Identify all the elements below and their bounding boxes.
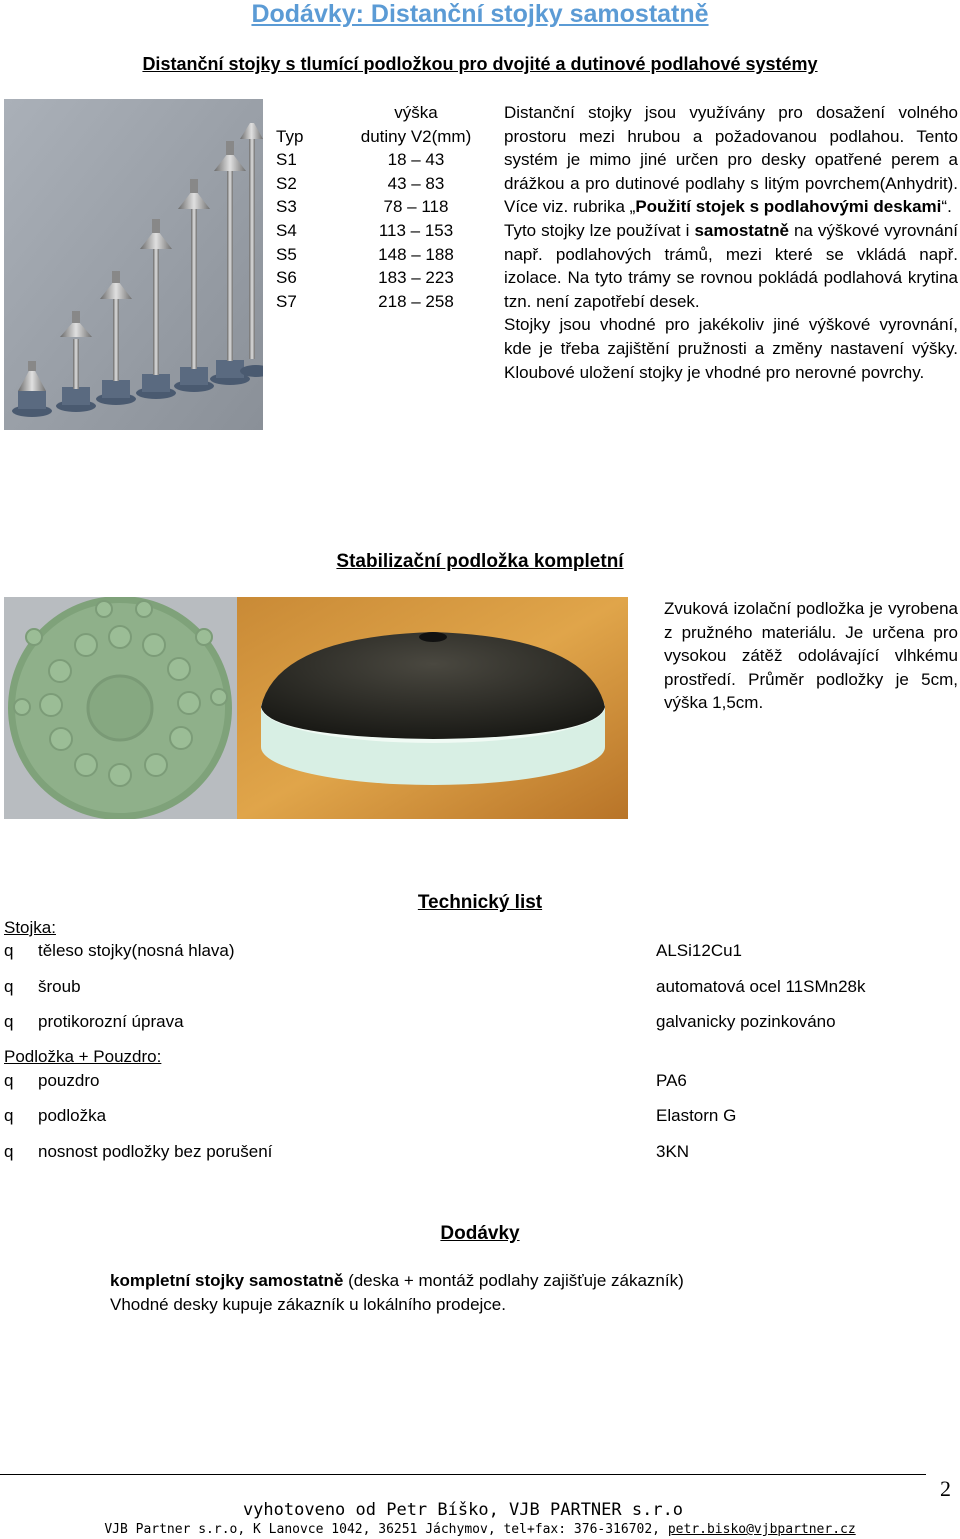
type-table [276,101,486,313]
range-cell: 78 – 118 [383,197,449,217]
type-cell: S7 [276,291,297,311]
description-p1-link-text: Použití stojek s podlahovými deskami [635,197,942,217]
table-row [276,290,486,314]
tech-item-name: šroub [38,977,81,996]
delivery-line1-bold: kompletní stojky samostatně [110,1271,344,1290]
tech-item-name: podložka [38,1106,107,1125]
pad-side-photo [237,597,628,819]
description-p1-text: Distanční stojky jsou využívány pro dosažení volného prostoru mezi hrubou a požadovanou podlahou. Tento systém je mimo jiné určen pro desky opatřené perem a drážkou a pro dutinové podlahy s litým povrchem(Anhydrit). Více viz. rubrika „ [504,103,958,217]
footer-author: vyhotoveno od Petr Bíško, VJB PARTNER s.r.o [242,1500,684,1520]
page-number: 2 [940,1476,951,1501]
tech-item-value: automatová ocel 11SMn28k [656,977,866,996]
description-p2-rest: na výškové vyrovnání např. podlahových trámů, mezi které se vkládá např. izolace. Na tyto trámy se rovnou pokládá podlahová krytina tzn. není zapotřebí desek. [504,220,958,311]
range-cell: 148 – 188 [378,244,454,264]
spacers-photo [4,99,263,430]
type-cell: S4 [276,220,297,240]
description-p3: Stojky jsou vhodné pro jakékoliv jiné výškové vyrovnání, kde je třeba zajištění pružnosti a změny nastavení výšky. Kloubové uložení stojky je vhodné pro nerovné povrchy. [504,315,958,382]
table-row [276,219,486,243]
header-height-line1: výška [394,103,438,122]
tech-row [4,1071,99,1091]
tech-item-name: protikorozní úprava [38,1012,184,1031]
type-cell: S1 [276,150,297,170]
range-cell: 43 – 83 [387,173,445,193]
description-p1 [504,101,958,219]
range-cell: 218 – 258 [378,291,454,311]
type-cell: S6 [276,268,297,288]
bullet-icon: q [4,1071,14,1090]
footer-divider [0,1474,926,1475]
tech-row [4,1012,184,1032]
tech-item-name: pouzdro [38,1071,100,1090]
tech-item-value: PA6 [656,1071,687,1090]
description-p1-end: “. [941,197,952,217]
tech-item-value: 3KN [656,1142,690,1161]
type-cell: S2 [276,173,297,193]
email-link[interactable]: petr.bisko@vjbpartner.cz [667,1522,856,1537]
table-row [276,195,486,219]
tech-item-value: ALSi12Cu1 [656,941,743,960]
footer-address: VJB Partner s.r.o, K Lanovce 1042, 36251 Jáchymov, tel+fax: 376-316702, [104,1522,668,1537]
type-table-header-row2 [276,125,486,149]
group-label-podlozka: Podložka + Pouzdro: [4,1047,162,1066]
type-cell: S5 [276,244,297,264]
page-title: Dodávky: Distanční stojky samostatně [251,0,709,28]
tech-row [4,1142,272,1162]
bullet-icon: q [4,977,14,996]
description-p2-bold: samostatně [694,220,789,240]
table-row [276,172,486,196]
tech-item-name: nosnost podložky bez porušení [38,1142,273,1161]
page-subtitle: Distanční stojky s tlumící podložkou pro dvojité a dutinové podlahové systémy [142,54,818,74]
delivery-line1 [110,1271,684,1291]
description [504,101,958,384]
range-cell: 113 – 153 [378,220,454,240]
footer-contact [0,1522,960,1537]
tech-item-value: Elastorn G [656,1106,737,1125]
table-row [276,243,486,267]
delivery-line2: Vhodné desky kupuje zákazník u lokálního prodejce. [110,1295,506,1314]
bullet-icon: q [4,941,14,960]
table-row [276,148,486,172]
description-p2 [504,219,958,313]
tech-item-name: těleso stojky(nosná hlava) [38,941,235,960]
tech-item-value: galvanicky pozinkováno [656,1012,836,1031]
pad-top-photo [4,597,237,819]
tech-title: Technický list [417,892,543,913]
pad-description: Zvuková izolační podložka je vyrobena z pružného materiálu. Je určena pro vysokou zátěž odolávající vlhkému prostředí. Průměr podložky je 5cm, výška 1,5cm. [664,599,958,713]
group-label-stojka: Stojka: [4,918,56,937]
type-cell: S3 [276,197,297,217]
delivery-title: Dodávky [440,1223,520,1244]
header-height-line2: dutiny V2(mm) [360,126,472,146]
tech-row [4,941,235,961]
range-cell: 183 – 223 [378,268,454,288]
description-p2-text: Tyto stojky lze používat i [504,220,695,240]
bullet-icon: q [4,1106,14,1125]
delivery-line1-rest: (deska + montáž podlahy zajišťuje zákazník) [343,1271,684,1290]
pad-section-title: Stabilizační podložka kompletní [336,551,624,572]
table-row [276,266,486,290]
header-type: Typ [276,126,304,146]
range-cell: 18 – 43 [387,150,445,170]
tech-row [4,1106,106,1126]
tech-group1-label [4,918,56,938]
tech-group2-label [4,1047,161,1067]
bullet-icon: q [4,1142,14,1161]
type-table-header-row1 [276,101,486,125]
tech-row [4,977,81,997]
bullet-icon: q [4,1012,14,1031]
